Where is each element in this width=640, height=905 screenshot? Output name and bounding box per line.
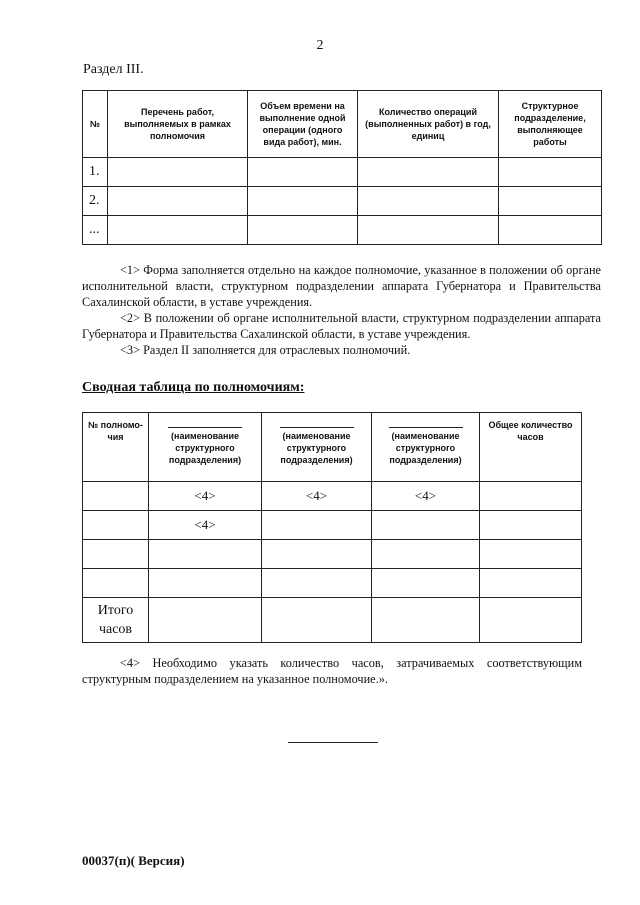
table-cell [108, 187, 248, 216]
table-total-row [83, 598, 582, 643]
summary-table [82, 412, 582, 643]
footer-document-code: 00037(п)( Версия) [82, 853, 185, 868]
footnote-3: <3> Раздел II заполняется для отраслевых полномочий. [120, 343, 411, 357]
table-cell [372, 540, 480, 569]
footnote-2: <2> В положении об органе исполнительной власти, структурном подразделении аппарата Губернатора и Правительства Сахалинской области, в уставе учреждения. [82, 311, 601, 341]
table-row [83, 540, 582, 569]
header-number: № [83, 91, 108, 158]
table-row [83, 482, 582, 511]
row-number: ... [83, 216, 108, 245]
summary-title: Сводная таблица по полномочиям: [82, 380, 305, 395]
table-cell [358, 216, 499, 245]
table-cell [248, 187, 358, 216]
table-row [83, 511, 582, 540]
total-hours-label: Итого часов [83, 598, 149, 643]
header-unit-3 [372, 413, 480, 482]
table-cell [499, 158, 602, 187]
table-cell [108, 158, 248, 187]
header-unit-2 [262, 413, 372, 482]
table-cell [108, 216, 248, 245]
table-row [83, 158, 602, 187]
table-cell [83, 569, 149, 598]
table-cell [372, 569, 480, 598]
footnote-marker: <4> [149, 511, 262, 540]
table-cell [372, 511, 480, 540]
table-row [83, 187, 602, 216]
table-cell [480, 569, 582, 598]
table-cell [262, 598, 372, 643]
table-cell [358, 158, 499, 187]
table-cell [149, 569, 262, 598]
header-time-volume: Объем времени на выполнение одной операции (одного вида работ), мин. [248, 91, 358, 158]
table-cell [480, 511, 582, 540]
footnote-1: <1> Форма заполняется отдельно на каждое полномочие, указанное в положении об органе исполнительной власти, структурном подразделении аппарата Губернатора и Правительства Сахалинской области, в уставе учреждения. [82, 263, 601, 309]
table-row [83, 569, 582, 598]
table-cell [480, 540, 582, 569]
header-structural-unit: Структурное подразделение, выполняющее работы [499, 91, 602, 158]
header-total-hours: Общее количество часов [480, 413, 582, 482]
footnote-marker: <4> [149, 482, 262, 511]
table-cell [499, 187, 602, 216]
table-cell [262, 511, 372, 540]
footnote-4: <4> Необходимо указать количество часов, затрачиваемых соответствующим структурным подразделением на указанное полномочие.». [82, 656, 582, 686]
table-cell [149, 540, 262, 569]
footnote-marker: <4> [262, 482, 372, 511]
closing-divider [288, 742, 378, 743]
row-number: 2. [83, 187, 108, 216]
table-cell [83, 482, 149, 511]
footnotes [82, 262, 601, 358]
unit-name-label: (наименование структурного подразделения) [389, 431, 462, 465]
row-number: 1. [83, 158, 108, 187]
table-header-row [83, 413, 582, 482]
table-cell [149, 598, 262, 643]
table-cell [262, 540, 372, 569]
table-row [83, 216, 602, 245]
table-cell [248, 158, 358, 187]
section-iii-table [82, 90, 602, 245]
table-cell [480, 598, 582, 643]
table-cell [372, 598, 480, 643]
table-cell [499, 216, 602, 245]
table-cell [248, 216, 358, 245]
footnote-4-block [82, 655, 582, 687]
table-cell [358, 187, 499, 216]
footnote-marker: <4> [372, 482, 480, 511]
section-title: Раздел III. [83, 62, 144, 77]
page-number: 2 [316, 38, 324, 53]
header-work-list: Перечень работ, выполняемых в рамках полномочия [108, 91, 248, 158]
table-cell [480, 482, 582, 511]
header-unit-1 [149, 413, 262, 482]
header-operations-count: Количество операций (выполненных работ) в год, единиц [358, 91, 499, 158]
table-cell [83, 540, 149, 569]
table-cell [262, 569, 372, 598]
unit-name-label: (наименование структурного подразделения) [280, 431, 353, 465]
table-header-row [83, 91, 602, 158]
unit-name-label: (наименование структурного подразделения) [168, 431, 242, 465]
table-cell [83, 511, 149, 540]
header-authority-number: № полномо-чия [83, 413, 149, 482]
